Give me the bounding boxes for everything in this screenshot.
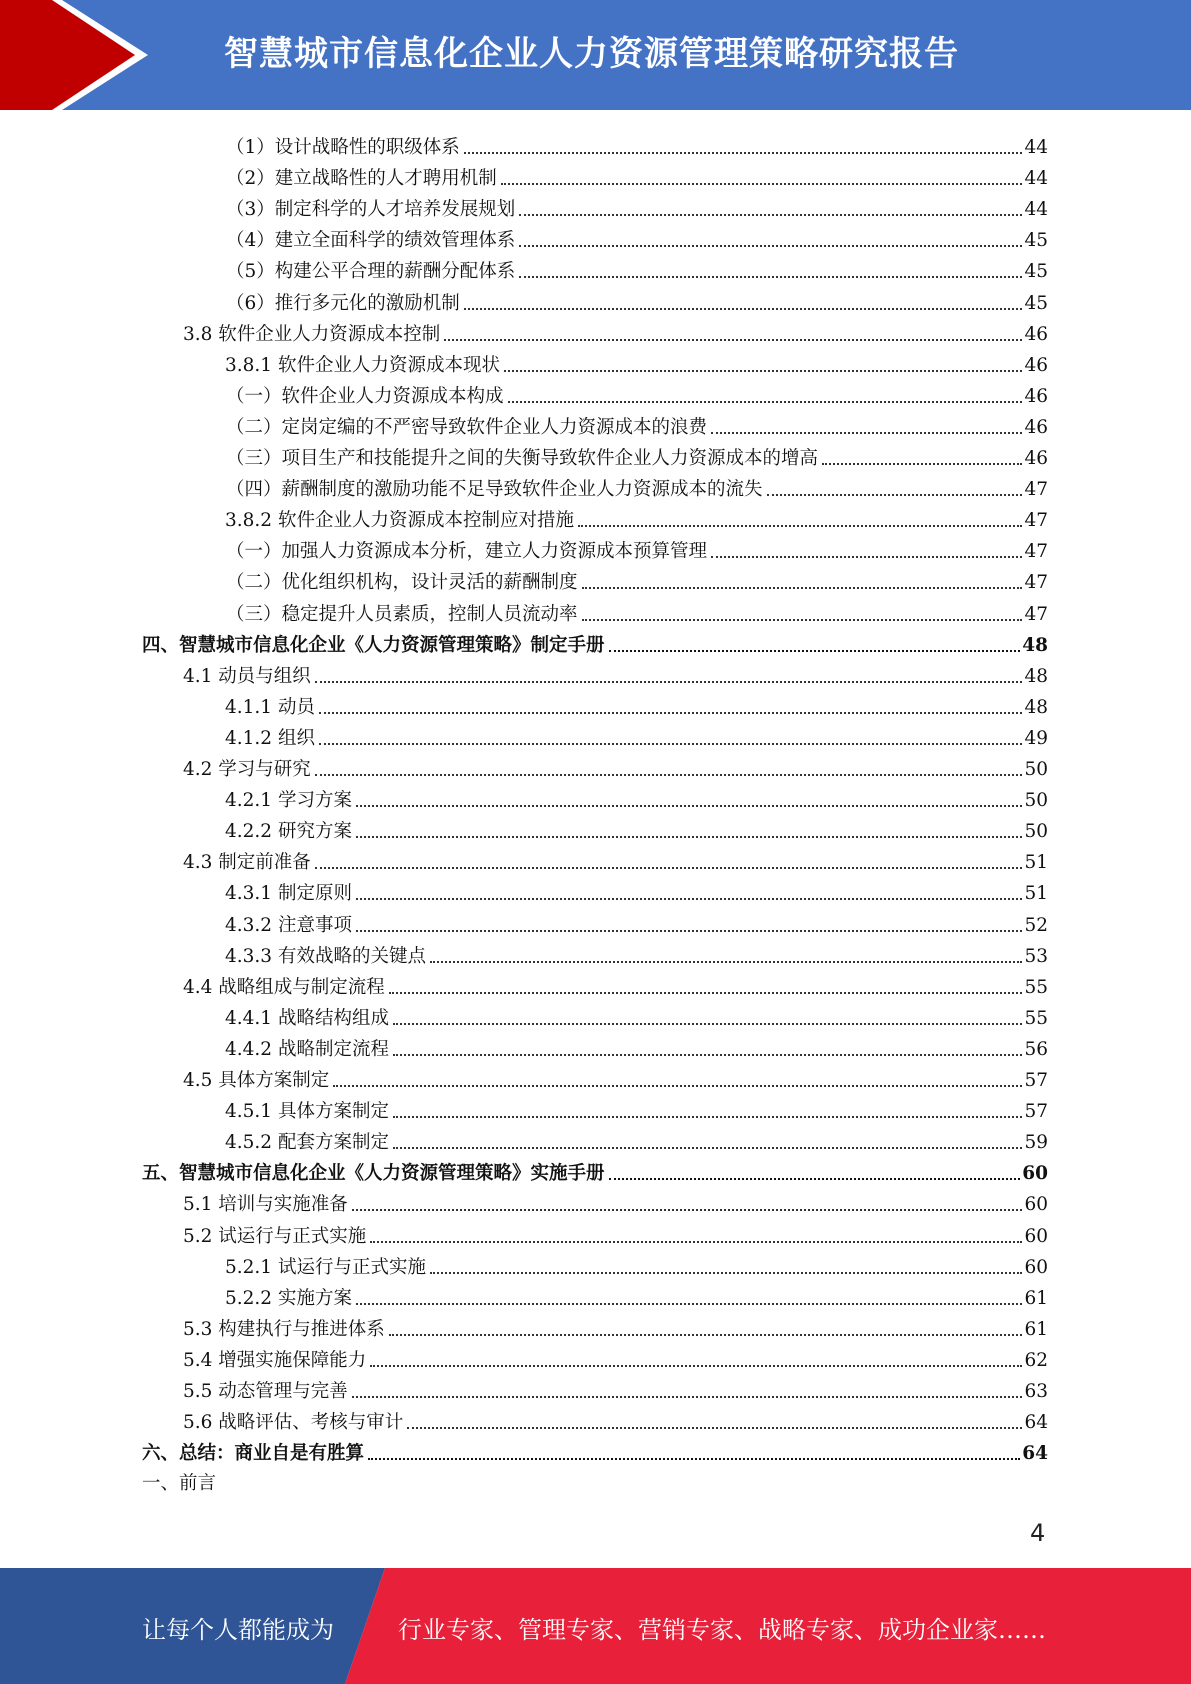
toc-entry-page: 47 [1024,479,1048,501]
toc-entry-page: 53 [1024,945,1048,967]
toc-entry-page: 55 [1024,1007,1048,1029]
toc-dot-leader [767,494,1023,496]
toc-entry-label: （5）构建公平合理的薪酬分配体系 [226,261,516,283]
toc-entry[interactable] [226,439,1048,470]
toc-dot-leader [711,432,1022,434]
toc-dot-leader [501,183,1023,185]
toc-entry[interactable] [183,750,1048,781]
toc-entry-page: 62 [1024,1349,1048,1371]
toc-entry-page: 44 [1024,168,1048,190]
toc-dot-leader [356,1303,1023,1305]
toc-entry-label: 5.2.2 实施方案 [225,1287,352,1309]
toc-entry-label: 六、总结：商业自是有胜算 [142,1443,365,1465]
toc-entry[interactable] [183,1061,1048,1092]
toc-entry[interactable] [225,1248,1048,1279]
toc-entry-page: 57 [1024,1101,1048,1123]
toc-entry[interactable] [225,937,1048,968]
toc-entry-label: （6）推行多元化的激励机制 [226,292,460,314]
toc-entry[interactable] [142,1154,1048,1185]
toc-dot-leader [444,339,1022,341]
toc-entry-label: 4.5 具体方案制定 [183,1070,330,1091]
toc-entry-label: 5.3 构建执行与推进体系 [183,1318,385,1340]
toc-entry[interactable] [225,906,1048,937]
toc-entry-label: 4.4.2 战略制定流程 [225,1038,389,1060]
toc-entry-page: 64 [1024,1412,1048,1434]
toc-entry-page: 46 [1024,448,1048,469]
toc-entry-page: 46 [1024,385,1048,407]
toc-dot-leader [315,867,1023,869]
toc-entry-page: 48 [1024,665,1048,687]
toc-entry-label: （二）定岗定编的不严密导致软件企业人力资源成本的浪费 [226,416,708,438]
toc-entry-label: （4）建立全面科学的绩效管理体系 [226,230,516,252]
toc-entry-label: 4.5.1 具体方案制定 [225,1101,389,1123]
toc-dot-leader [356,836,1023,838]
toc-entry-label: 4.4.1 战略结构组成 [225,1007,389,1029]
toc-entry-page: 64 [1022,1443,1048,1465]
toc-entry[interactable] [226,563,1048,594]
toc-entry-page: 60 [1024,1256,1048,1278]
toc-entry-page: 47 [1024,541,1048,563]
toc-dot-leader [356,898,1023,900]
toc-entry-label: 3.8.2 软件企业人力资源成本控制应对措施 [225,510,574,532]
toc-entry-page: 60 [1024,1194,1048,1216]
toc-entry-page: 47 [1024,572,1048,594]
toc-entry[interactable] [226,252,1048,283]
toc-trailing-line: 一、前言 [142,1473,217,1494]
chevron-logo-icon [0,0,160,110]
toc-entry-label: （一）软件企业人力资源成本构成 [226,385,504,407]
toc-entry[interactable] [225,688,1048,719]
toc-entry[interactable] [183,1310,1048,1341]
toc-entry-label: 4.3 制定前准备 [183,852,311,874]
toc-entry-label: 5.2.1 试运行与正式实施 [225,1256,426,1278]
toc-dot-leader [464,308,1023,310]
toc-entry-page: 50 [1024,790,1048,812]
toc-entry[interactable] [183,1372,1048,1403]
toc-entry[interactable] [142,626,1048,657]
toc-entry-page: 46 [1024,416,1048,438]
toc-entry[interactable] [183,968,1048,999]
toc-entry-page: 52 [1024,914,1048,936]
toc-entry[interactable] [225,781,1048,812]
toc-entry-label: （2）建立战略性的人才聘用机制 [226,168,497,190]
toc-entry-label: 4.3.1 制定原则 [225,883,352,905]
toc-entry-page: 51 [1024,852,1048,874]
toc-dot-leader [519,245,1022,247]
toc-entry-label: 4.1.1 动员 [225,696,315,718]
toc-entry[interactable] [226,470,1048,501]
page-header [0,0,1191,110]
toc-entry-label: （三）项目生产和技能提升之间的失衡导致软件企业人力资源成本的增高 [226,448,819,469]
toc-entry-label: （1）设计战略性的职级体系 [226,137,460,158]
toc-entry-label: （三）稳定提升人员素质，控制人员流动率 [226,603,578,625]
toc-entry-page: 60 [1024,1225,1048,1247]
page-number: 4 [1030,1519,1046,1547]
toc-entry-page: 51 [1024,883,1048,905]
toc-entry[interactable] [183,657,1048,688]
toc-dot-leader [319,743,1023,745]
toc-dot-leader [407,1427,1022,1429]
toc-entry[interactable] [225,874,1048,905]
toc-dot-leader [582,587,1023,589]
toc-entry[interactable] [226,284,1048,315]
footer-slogan-left: 让每个人都能成为 [142,1616,334,1644]
toc-entry[interactable] [183,1217,1048,1248]
toc-entry-page: 57 [1024,1070,1048,1091]
toc-dot-leader [356,930,1023,932]
toc-entry[interactable] [142,1434,1048,1465]
toc-dot-leader [389,992,1023,994]
toc-dot-leader [578,525,1022,527]
page-footer [0,1568,1191,1684]
toc-entry-label: 4.1.2 组织 [225,727,315,749]
toc-entry[interactable] [226,377,1048,408]
toc-entry-label: （二）优化组织机构，设计灵活的薪酬制度 [226,572,578,594]
toc-entry[interactable] [183,1185,1048,1216]
toc-entry[interactable] [226,221,1048,252]
toc-entry-page: 60 [1022,1163,1048,1185]
toc-entry-label: 4.2.2 研究方案 [225,821,352,843]
toc-entry-label: 3.8 软件企业人力资源成本控制 [183,323,441,345]
toc-dot-leader [370,1241,1022,1243]
toc-dot-leader [333,1085,1022,1087]
toc-entry[interactable] [226,190,1048,221]
toc-entry-page: 45 [1024,261,1048,283]
toc-dot-leader [368,1458,1020,1460]
toc-entry-label: 4.3.3 有效战略的关键点 [225,945,426,967]
toc-entry-label: 4.3.2 注意事项 [225,914,352,936]
toc-entry-page: 56 [1024,1038,1048,1060]
toc-entry[interactable] [225,1123,1048,1154]
toc-entry-page: 63 [1024,1381,1048,1402]
toc-entry-page: 48 [1022,634,1048,656]
toc-entry-label: 4.5.2 配套方案制定 [225,1132,389,1154]
toc-dot-leader [393,1147,1022,1149]
toc-dot-leader [430,1272,1022,1274]
toc-dot-leader [393,1054,1022,1056]
toc-dot-leader [393,1116,1022,1118]
toc-dot-leader [315,681,1023,683]
toc-entry-label: 4.4 战略组成与制定流程 [183,976,385,998]
toc-dot-leader [352,1209,1023,1211]
toc-entry-label: 4.2.1 学习方案 [225,790,352,812]
toc-dot-leader [315,774,1023,776]
toc-entry[interactable] [226,159,1048,190]
toc-dot-leader [504,370,1022,372]
toc-entry-page: 55 [1024,976,1048,998]
toc-entry-label: 5.5 动态管理与完善 [183,1381,348,1402]
toc-entry-label: 5.1 培训与实施准备 [183,1194,348,1216]
toc-entry-page: 50 [1024,759,1048,780]
toc-dot-leader [711,556,1022,558]
report-title: 智慧城市信息化企业人力资源管理策略研究报告 [224,34,959,74]
toc-entry-label: 5.6 战略评估、考核与审计 [183,1412,404,1434]
toc-entry-page: 46 [1024,354,1048,376]
toc-dot-leader [464,152,1023,154]
toc-dot-leader [519,214,1022,216]
toc-dot-leader [393,1023,1022,1025]
toc-entry-label: 5.4 增强实施保障能力 [183,1349,367,1371]
toc-entry-label: 四、智慧城市信息化企业《人力资源管理策略》制定手册 [142,634,605,656]
toc-dot-leader [609,1178,1021,1180]
toc-entry[interactable] [225,812,1048,843]
toc-dot-leader [352,1396,1023,1398]
toc-entry-label: （3）制定科学的人才培养发展规划 [226,199,516,221]
toc-entry[interactable] [225,1030,1048,1061]
toc-entry[interactable] [183,1341,1048,1372]
toc-entry-page: 49 [1024,727,1048,749]
toc-entry-page: 61 [1024,1318,1048,1340]
toc-entry-page: 44 [1024,137,1048,158]
toc-entry-page: 45 [1024,230,1048,252]
toc-entry[interactable] [226,128,1048,159]
toc-entry-page: 59 [1024,1132,1048,1154]
toc-entry-page: 48 [1024,696,1048,718]
toc-entry-page: 45 [1024,292,1048,314]
toc-entry-page: 44 [1024,199,1048,221]
toc-entry[interactable] [225,346,1048,377]
toc-entry-page: 61 [1024,1287,1048,1309]
toc-entry-label: 3.8.1 软件企业人力资源成本现状 [225,354,500,376]
toc-entry-page: 47 [1024,603,1048,625]
toc-entry[interactable] [225,501,1048,532]
footer-slogan-right: 行业专家、管理专家、营销专家、战略专家、成功企业家…… [398,1616,1046,1644]
toc-entry-label: 五、智慧城市信息化企业《人力资源管理策略》实施手册 [142,1163,605,1185]
toc-dot-leader [519,276,1022,278]
toc-entry[interactable] [225,999,1048,1030]
toc-dot-leader [389,1334,1023,1336]
toc-entry[interactable] [183,1403,1048,1434]
toc-entry-page: 47 [1024,510,1048,532]
toc-dot-leader [356,805,1023,807]
toc-dot-leader [370,1365,1022,1367]
toc-dot-leader [609,650,1021,652]
toc-entry-page: 46 [1024,323,1048,345]
toc-entry[interactable] [225,1092,1048,1123]
toc-entry[interactable] [183,843,1048,874]
toc-entry[interactable] [183,315,1048,346]
toc-entry-page: 50 [1024,821,1048,843]
toc-entry[interactable] [226,595,1048,626]
toc-entry[interactable] [225,1279,1048,1310]
toc-dot-leader [319,712,1023,714]
toc-dot-leader [508,401,1023,403]
toc-entry-label: （一）加强人力资源成本分析，建立人力资源成本预算管理 [226,541,708,563]
toc-entry-label: 4.1 动员与组织 [183,665,311,687]
toc-entry-label: 4.2 学习与研究 [183,759,311,780]
toc-entry[interactable] [225,719,1048,750]
toc-dot-leader [822,463,1022,465]
toc-entry-label: 5.2 试运行与正式实施 [183,1225,367,1247]
toc-dot-leader [582,619,1023,621]
toc-entry-label: （四）薪酬制度的激励功能不足导致软件企业人力资源成本的流失 [226,479,763,501]
toc-entry[interactable] [226,532,1048,563]
toc-dot-leader [430,961,1022,963]
toc-entry[interactable] [226,408,1048,439]
